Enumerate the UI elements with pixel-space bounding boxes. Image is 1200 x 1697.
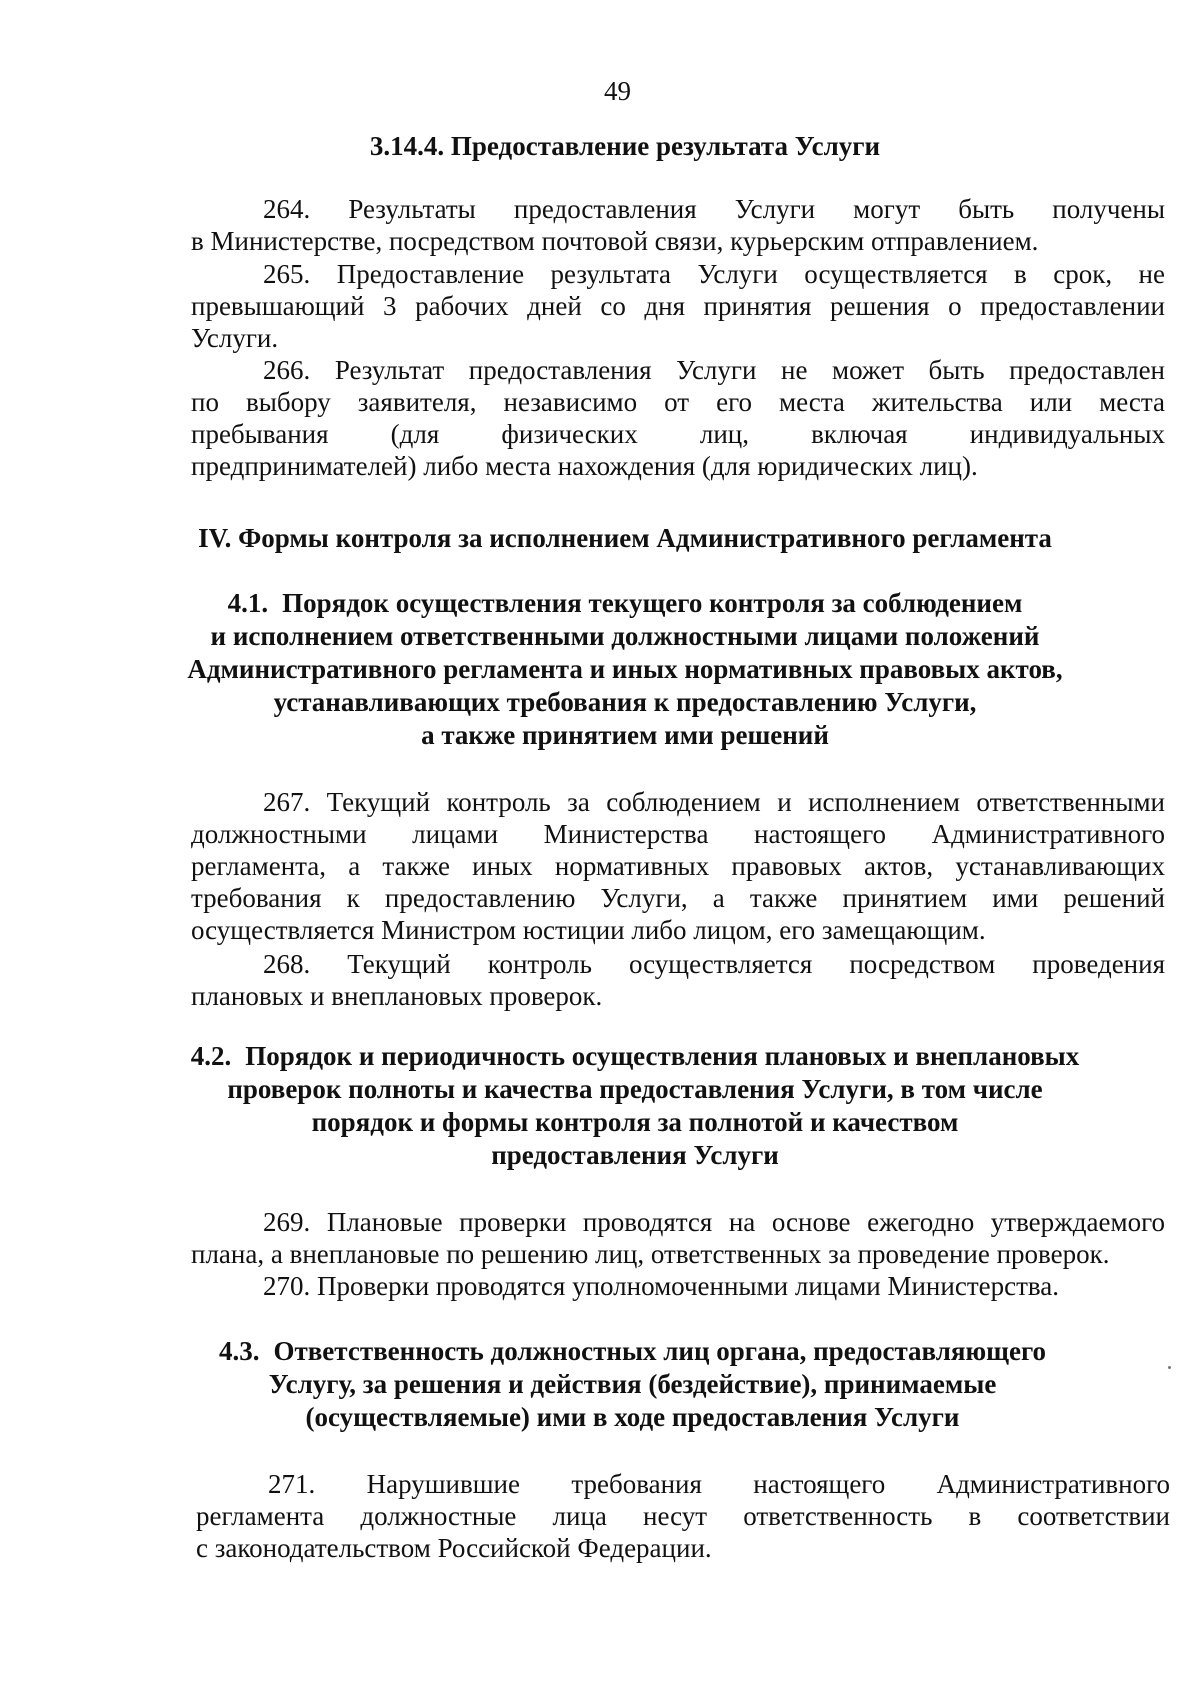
paragraph-line: 267. Текущий контроль за соблюдением и исполнением ответственными bbox=[263, 787, 1165, 817]
paragraph-line: 264. Результаты предоставления Услуги могут быть получены bbox=[263, 194, 1165, 224]
paragraph-267 bbox=[191, 786, 1165, 946]
section-iv-heading bbox=[0, 522, 1200, 555]
heading-line bbox=[0, 1040, 1200, 1073]
heading-number: 4.2. bbox=[190, 1041, 232, 1071]
heading-line: порядок и формы контроля за полнотой и качеством bbox=[311, 1107, 959, 1137]
paragraph-line: 266. Результат предоставления Услуги не может быть предоставлен bbox=[263, 355, 1165, 385]
paragraph-line: 271. Нарушившие требования настоящего Административного bbox=[268, 1469, 1170, 1499]
paragraph-268 bbox=[191, 948, 1165, 1012]
section-3-14-4-heading bbox=[0, 130, 1200, 163]
paragraph-line: предпринимателей) либо места нахождения (для юридических лиц). bbox=[191, 451, 978, 481]
heading-number: 4.3. bbox=[218, 1336, 260, 1366]
paragraph-line: регламента, а также иных нормативных правовых актов, устанавливающих bbox=[191, 851, 1165, 881]
heading-line: а также принятием ими решений bbox=[421, 720, 829, 750]
section-4-1-heading bbox=[0, 587, 1200, 752]
heading-line: IV. Формы контроля за исполнением Административного регламента bbox=[198, 523, 1052, 553]
paragraph-line: 270. Проверки проводятся уполномоченными лицами Министерства. bbox=[263, 1271, 1060, 1301]
scan-speck bbox=[1168, 1366, 1171, 1369]
paragraph-line: должностными лицами Министерства настоящего Административного bbox=[191, 819, 1165, 849]
heading-line bbox=[0, 1335, 1200, 1368]
paragraph-line: осуществляется Министром юстиции либо лицом, его замещающим. bbox=[191, 915, 986, 945]
paragraph-line: по выбору заявителя, независимо от его места жительства или места bbox=[191, 387, 1165, 417]
paragraph-line: плана, а внеплановые по решению лиц, ответственных за проведение проверок. bbox=[191, 1239, 1110, 1269]
paragraph-line: 268. Текущий контроль осуществляется посредством проведения bbox=[263, 949, 1165, 979]
paragraph-265 bbox=[191, 258, 1165, 354]
paragraph-271 bbox=[196, 1468, 1170, 1564]
heading-line: 3.14.4. Предоставление результата Услуги bbox=[369, 131, 881, 161]
paragraph-266 bbox=[191, 354, 1165, 482]
heading-line: Услугу, за решения и действия (бездействие), принимаемые bbox=[268, 1369, 997, 1399]
paragraph-line: превышающий 3 рабочих дней со дня принятия решения о предоставлении bbox=[191, 291, 1165, 321]
paragraph-line: Услуги. bbox=[191, 323, 279, 353]
heading-line: (осуществляемые) ими в ходе предоставления Услуги bbox=[305, 1402, 960, 1432]
paragraph-line: 265. Предоставление результата Услуги осуществляется в срок, не bbox=[263, 259, 1165, 289]
paragraph-line: пребывания (для физических лиц, включая индивидуальных bbox=[191, 419, 1165, 449]
heading-line: устанавливающих требования к предоставлению Услуги, bbox=[273, 687, 977, 717]
heading-line: проверок полноты и качества предоставления Услуги, в том числе bbox=[227, 1074, 1043, 1104]
paragraph-line: с законодательством Российской Федерации. bbox=[196, 1533, 712, 1563]
section-4-3-heading bbox=[0, 1335, 1200, 1434]
heading-line: предоставления Услуги bbox=[491, 1140, 779, 1170]
heading-line bbox=[0, 587, 1200, 620]
page-number: 49 bbox=[604, 76, 631, 106]
heading-text: Порядок и периодичность осуществления плановых и внеплановых bbox=[245, 1041, 1080, 1071]
paragraph-269 bbox=[191, 1206, 1165, 1270]
paragraph-270 bbox=[191, 1270, 1165, 1302]
paragraph-line: в Министерстве, посредством почтовой связи, курьерским отправлением. bbox=[191, 226, 1039, 256]
paragraph-line: плановых и внеплановых проверок. bbox=[191, 981, 603, 1011]
heading-line: и исполнением ответственными должностными лицами положений bbox=[210, 621, 1040, 651]
paragraph-line: 269. Плановые проверки проводятся на основе ежегодно утверждаемого bbox=[263, 1207, 1165, 1237]
heading-number: 4.1. bbox=[227, 588, 269, 618]
section-4-2-heading bbox=[0, 1040, 1200, 1172]
heading-text: Ответственность должностных лиц органа, предоставляющего bbox=[273, 1336, 1047, 1366]
paragraph-264 bbox=[191, 193, 1165, 257]
heading-text: Порядок осуществления текущего контроля за соблюдением bbox=[282, 588, 1023, 618]
heading-line: Административного регламента и иных нормативных правовых актов, bbox=[187, 654, 1063, 684]
paragraph-line: требования к предоставлению Услуги, а также принятием ими решений bbox=[191, 883, 1165, 913]
paragraph-line: регламента должностные лица несут ответственность в соответствии bbox=[196, 1501, 1170, 1531]
